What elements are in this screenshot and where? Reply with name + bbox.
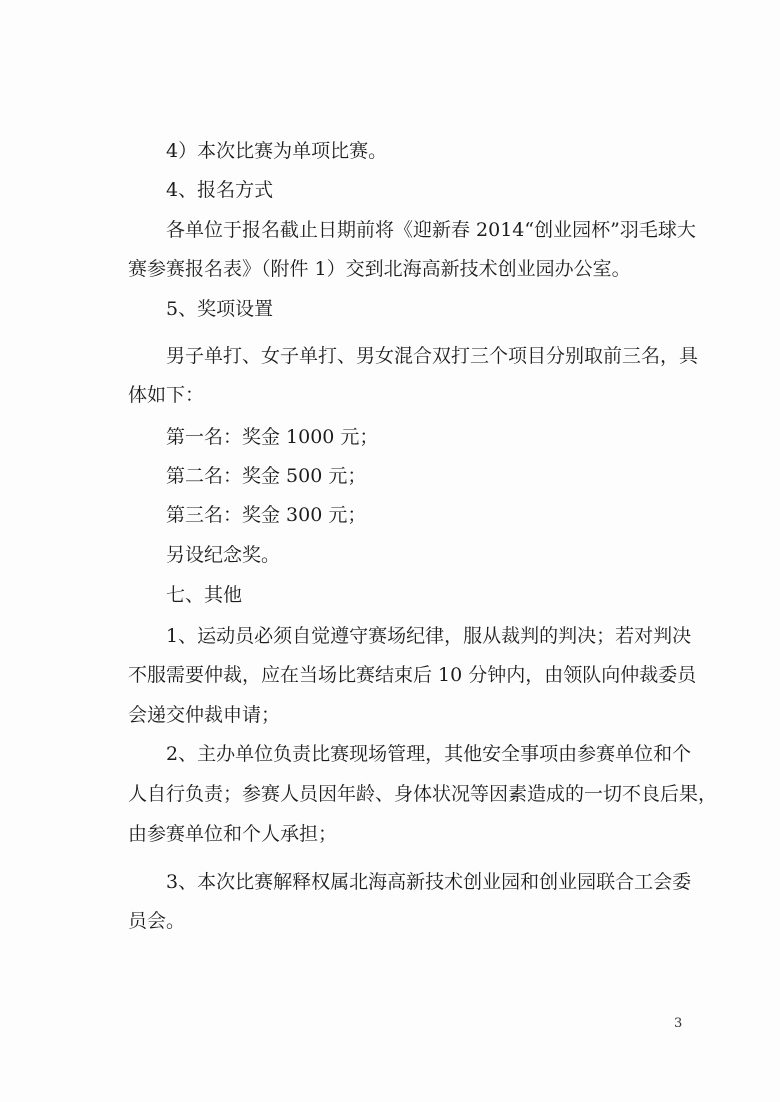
text-line-other-1c: 会递交仲裁申请； xyxy=(128,704,281,726)
section-heading-other: 七、其他 xyxy=(166,584,243,606)
page-number: 3 xyxy=(674,1016,683,1031)
text-line-rule-4: 4）本次比赛为单项比赛。 xyxy=(166,140,388,162)
text-line-other-1a: 1、运动员必须自觉遵守赛场纪律，服从裁判的判决；若对判决 xyxy=(166,625,692,647)
text-line-other-2a: 2、主办单位负责比赛现场管理，其他安全事项由参赛单位和个 xyxy=(166,743,692,765)
award-first-place: 第一名：奖金 1000 元； xyxy=(166,426,379,448)
text-line-awards-2: 体如下： xyxy=(128,384,205,406)
text-line-registration-1: 各单位于报名截止日期前将《迎新春 2014“创业园杯”羽毛球大 xyxy=(166,219,696,241)
text-line-other-2c: 由参赛单位和个人承担； xyxy=(128,823,338,845)
text-line-awards-1: 男子单打、女子单打、男女混合双打三个项目分别取前三名，具 xyxy=(166,345,699,367)
text-line-other-3b: 员会。 xyxy=(128,910,186,932)
award-second-place: 第二名：奖金 500 元； xyxy=(166,465,367,487)
award-third-place: 第三名：奖金 300 元； xyxy=(166,504,367,526)
text-line-other-3a: 3、本次比赛解释权属北海高新技术创业园和创业园联合工会委 xyxy=(166,871,692,893)
text-line-other-2b: 人自行负责；参赛人员因年龄、身体状况等因素造成的一切不良后果， xyxy=(128,783,718,805)
award-souvenir: 另设纪念奖。 xyxy=(166,544,281,566)
section-heading-awards: 5、奖项设置 xyxy=(166,298,274,320)
text-line-registration-2: 赛参赛报名表》（附件 1）交到北海高新技术创业园办公室。 xyxy=(128,258,631,280)
text-line-other-1b: 不服需要仲裁，应在当场比赛结束后 10 分钟内，由领队向仲裁委员 xyxy=(128,664,697,686)
section-heading-registration: 4、报名方式 xyxy=(166,179,274,201)
